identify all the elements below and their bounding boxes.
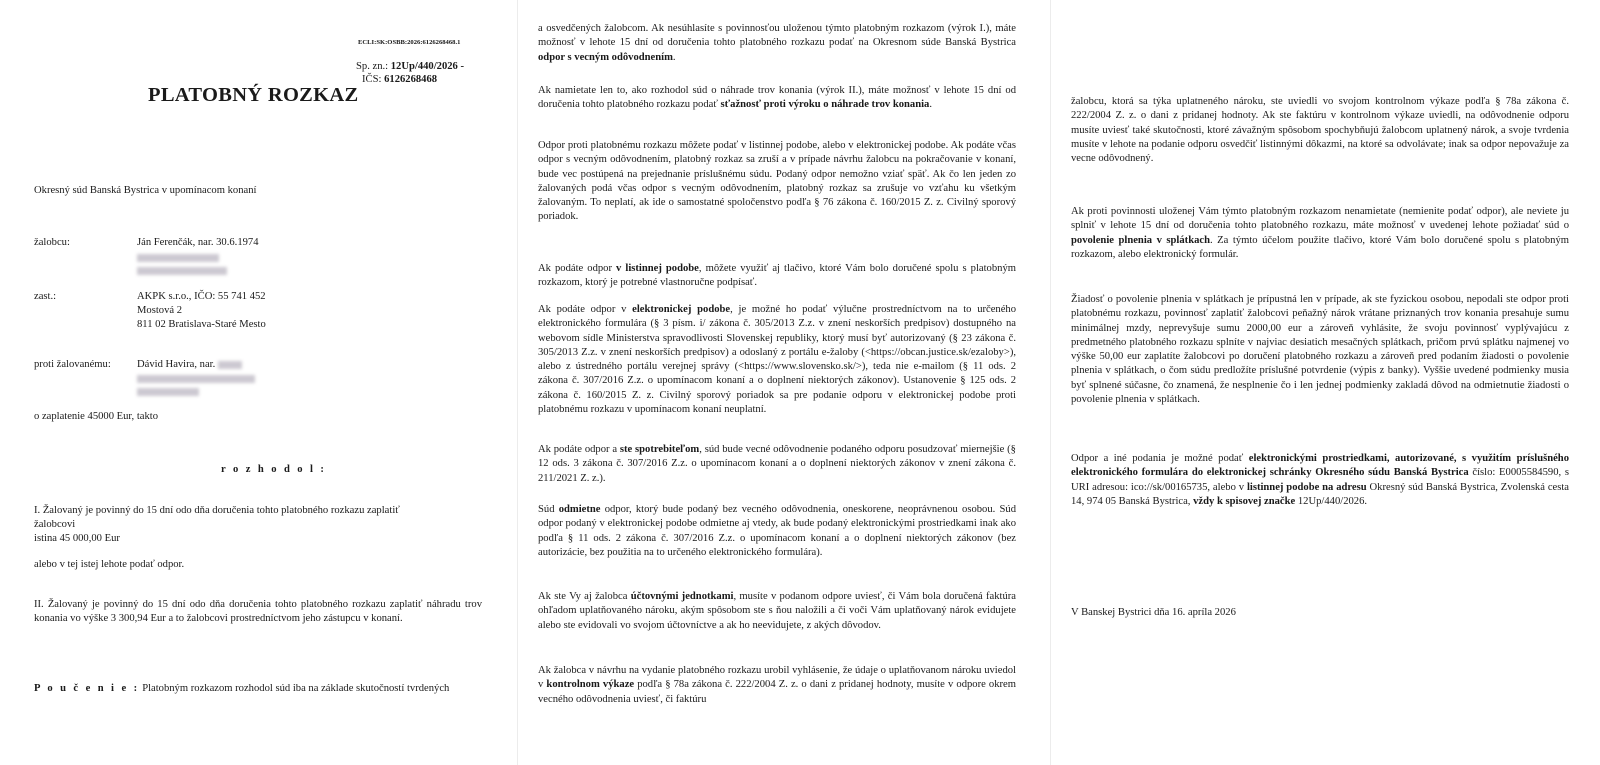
middle-p2-text: Ak namietate len to, ako rozhodol súd o náhrade trov konania (výrok II.), máte možnosť v lehote 15 dní od doručenia tohto platobného rozkazu podať [538,85,1016,111]
middle-p6-end: , súd bude vecné odôvodnenie podaného odporu posudzovať miernejšie (§ 12 ods. 3 zákona č. 307/2016 Z.z. o upomínacom konaní a o doplnení niektorých zákonov v znení zákona č. 211/2021 Z. z.). [538,444,1016,484]
defendant-birthdate-redacted [218,361,242,369]
middle-p1-bold: odpor s vecným odôvodnením [538,51,673,63]
item1-line2: žalobcovi [34,519,76,530]
page-separator-1 [517,0,518,765]
plaintiff-city-redacted [137,264,227,278]
middle-p5-text: Ak podáte odpor v [538,304,633,315]
middle-p6 [538,443,1016,486]
page-middle [528,0,1028,765]
middle-p6-text: Ak podáte odpor a [538,444,620,455]
middle-p7-end: odpor, ktorý bude podaný bez vecného odôvodnenia, oneskorene, neoprávnenou osobou. Súd odpor podaný v elektronickej podobe odmietne aj vtedy, ak bude podaný elektronickými prostriedkami inak ako podľa § 11 ods. 2 zákona č. 307/2016 Z.z. o upomínacom konaní a o doplnení niektorých zákonov (bez autorizácie, bez použitia na to určeného elektronického formulára). [538,504,1017,558]
page-separator-2 [1050,0,1051,765]
ics-label: IČS: [362,74,382,85]
document-title: PLATOBNÝ ROZKAZ [148,84,359,106]
poucenie-label: P o u č e n i e : [34,683,140,694]
right-p2-end: . Za týmto účelom použite tlačivo, ktoré Vám bolo doručené spolu s platobným rozkazom, alebo elektronický formulár. [1071,234,1569,260]
ics-value: 6126268468 [384,74,438,85]
middle-p1-text: a osvedčených žalobcom. Ak nesúhlasíte s povinnosťou uloženou týmto platobným rozkazom (výrok I.), máte možnosť v lehote 15 dní od doručenia tohto platobného rozkazu podať na Okresnom súde Banská Bystrica [538,23,1016,49]
middle-p9 [538,664,1016,707]
middle-p6-bold: ste spotrebiteľom [619,444,700,455]
middle-p5-bold: elektronickej podobe [632,304,731,315]
representative-street: Mostová 2 [137,305,183,316]
middle-p7-bold: odmietne [558,504,601,515]
item1-or: alebo v tej istej lehote podať odpor. [34,559,185,570]
middle-p2 [538,84,1016,113]
representative-label: zast.: [34,291,57,302]
case-number-value: 12Up/440/2026 - [390,61,465,72]
court-line: Okresný súd Banská Bystrica v upomínacom konaní [34,185,257,196]
place-and-date: V Banskej Bystrici dňa 16. apríla 2026 [1071,607,1236,618]
middle-p8-text: Ak ste Vy aj žalobca [538,591,631,602]
poucenie-text: Platobným rozkazom rozhodol súd iba na základe skutočností tvrdených [142,683,450,694]
representative-name: AKPK s.r.o., IČO: 55 741 452 [137,291,266,302]
representative-city: 811 02 Bratislava-Staré Mesto [137,319,266,330]
middle-p1-end: . [672,51,676,63]
middle-p2-bold: sťažnosť proti výroku o náhrade trov konania [720,99,930,111]
ecli-identifier: ECLI:SK:OSBB:2026:6126268468.1 [358,39,461,46]
item1-line3: istina 45 000,00 Eur [34,533,120,544]
page-right [1060,0,1600,765]
case-number-label: Sp. zn.: [356,61,389,72]
poucenie [34,682,449,696]
middle-p8-bold: účtovnými jednotkami [630,591,734,602]
middle-p4-end: , môžete využiť aj tlačivo, ktoré Vám bolo doručené spolu s platobným rozkazom, ktorý je potrebné vlastnoručne podpísať. [538,263,1016,289]
right-p4-end: 12Up/440/2026. [1295,495,1368,507]
middle-p7-text: Súd [538,504,559,515]
defendant-name-text: Dávid Havira, nar. [137,359,216,370]
right-p4-text-3: Okresný súd Banská Bystrica, Zvolenská cesta 14, 974 05 Banská Bystrica, [1071,481,1569,507]
right-p4-bold-2: listinnej podobe na adresu [1246,481,1367,493]
defendant-city-redacted [137,385,199,399]
defendant-label: proti žalovanému: [34,359,111,370]
middle-p4 [538,262,1016,291]
middle-p5-end: , je možné ho podať výlučne prostredníctvom na to určeného elektronického formulára (§ 3 písm. i/ zákona č. 305/2013 Z.z. v znení neskorších predpisov) dostupného na webovom sídle Ministerstva spravodlivosti Slovenskej republiky, ktorý musí byť autorizovaný (§ 23 zákona č. 305/2013 Z.z. v znení neskorších predpisov) a odoslaný z portálu e-žaloby (<https://obcan.justice.sk/ezaloby>), alebo z ústredného portálu verejnej správy (<https://www.slovensko.sk/>), teda nie e-mailom (§ 11 ods. 2 zákona č. 307/2016 Z.z. o upomínacom konaní a o doplnení niektorých zákonov). Ustanovenie § 125 ods. 2 zákona č. 160/2015 Z. z. Civilný sporový poriadok sa pre podanie odporu v elektronickej podobe proti platobnému rozkazu v upomínacom konaní neuplatní. [538,304,1017,416]
middle-p2-end: . [929,99,932,111]
right-p4-bold: elektronickými prostriedkami, autorizované, s využitím príslušného elektronického formulára do elektronickej schránky Okresného súdu Banská Bystrica [1071,453,1569,479]
right-p3: Žiadosť o povolenie plnenia v splátkach je prípustná len v prípade, ak ste fyzickou osobou, nepodali ste odpor proti platobnému rozkazu, povinnosť zaplatiť žalobcovi peňažný nárok vrátane priznaných trov konania presahuje sumu minimálnej mzdy, neprevyšuje sumu 2000,00 eur a zároveň vyhlásite, že svoju povinnosť vyplývajúcu z predmetného platobného rozkazu splníte v najviac desiatich mesačných splátkach, pričom prvú splátku najmenej vo výške 50,00 eur zaplatíte žalobcovi po doručení platobného rozkazu a zároveň pred podaním žiadosti o povolenie plnenia v splátkach, o čom súdu predložíte príslušné potvrdenie (výpis z banky). Vyššie uvedené podmienky musia byť splnené súčasne, čo znamená, že nesplnenie čo i len jednej podmienky zakladá dôvod na odmietnutie žiadosti o povolenie plnenia v splátkach. [1071,294,1569,406]
page-left [0,0,505,765]
right-p2 [1071,205,1569,262]
middle-p7 [538,503,1016,560]
middle-p1 [538,22,1016,65]
right-p4-text-2: číslo: E0005584590, s URI adresou: ico://sk/00165735, alebo v [1071,467,1569,493]
item1-line1: I. Žalovaný je povinný do 15 dní odo dňa doručenia tohto platobného rozkazu zaplatiť [34,505,400,516]
defendant-name [137,358,242,372]
payment-line: o zaplatenie 45000 Eur, takto [34,411,159,422]
item2-paragraph: II. Žalovaný je povinný do 15 dní odo dňa doručenia tohto platobného rozkazu zaplatiť náhradu trov konania vo výške 3 300,94 Eur a to žalobcovi prostredníctvom jeho zástupcu v konaní. [34,599,482,625]
right-p4 [1071,452,1569,509]
middle-p4-text: Ak podáte odpor [538,263,617,274]
ics-number [362,73,437,87]
middle-p9-end: podľa § 78a zákona č. 222/2004 Z. z. o dani z pridanej hodnoty, musíte v odpore okrem vecného odôvodnenia uviesť, či faktúru [538,679,1016,705]
right-p2-bold: povolenie plnenia v splátkach [1071,234,1210,246]
right-p4-text: Odpor a iné podania je možné podať [1071,453,1249,464]
middle-p4-bold: v listinnej podobe [616,263,699,274]
right-p4-bold-3: vždy k spisovej značke [1193,495,1296,507]
plaintiff-label: žalobcu: [34,237,70,248]
right-p1: žalobcu, ktorá sa týka uplatneného nároku, ste uviedli vo svojom kontrolnom výkaze podľa § 78a zákona č. 222/2004 Z. z. o dani z pridanej hodnoty. Ak ste faktúru v kontrolnom výkaze uviedli, na odôvodnenie odporu musíte uviesť také skutočnosti, ktoré závažným spôsobom spochybňujú žalobcom uplatnený nárok, a svoje tvrdenia musíte v lehote na podanie odporu osvedčiť listinnými dôkazmi, na ktoré sa odvolávate; inak sa odpor nepovažuje za vecne odôvodnený. [1071,96,1569,165]
middle-p9-bold: kontrolnom výkaze [546,679,635,691]
plaintiff-name: Ján Ferenčák, nar. 30.6.1974 [137,237,259,248]
middle-p9-text: Ak žalobca v návrhu na vydanie platobného rozkazu urobil vyhlásenie, že údaje o uplatňovanom nároku uviedol v [538,665,1016,691]
middle-p8-end: , musíte v podanom odpore uviesť, či Vám bola doručená faktúra ohľadom uplatňovaného nároku, akým spôsobom ste s ňou naložili a či voči Vám uplatňovaný nárok evidujete alebo ste evidovali vo svojom účtovníctve a ak ho neevidujete, z akých dôvodov. [538,591,1017,631]
middle-p8 [538,590,1016,633]
right-p2-text: Ak proti povinnosti uloženej Vám týmto platobným rozkazom nenamietate (nemienite podať odpor), ale neviete ju splniť v lehote 15 dní od doručenia tohto platobného rozkazu, máte možnosť v uvedenej lehote požiadať súd o [1071,206,1569,232]
middle-p5 [538,303,1016,417]
decided-heading: r o z h o d o l : [221,464,327,475]
middle-p3: Odpor proti platobnému rozkazu môžete podať v listinnej podobe, alebo v elektronickej podobe. Ak podáte včas odpor s vecným odôvodnením, platobný rozkaz sa zruší a v prípade návrhu žalobcu na pokračovanie v konaní, bude vec postúpená na prejednanie príslušnému súdu. Podaný odpor nemožno vziať späť. Ak čo len jeden zo žalovaných podá včas odpor s vecným odôvodnením, platobný rozkaz sa zrušuje vo vzťahu ku všetkým žalovaným. To neplatí, ak ide o samostatné spoločenstvo podľa § 76 zákona č. 160/2015 Z. z. Civilný sporový poriadok. [538,140,1016,223]
